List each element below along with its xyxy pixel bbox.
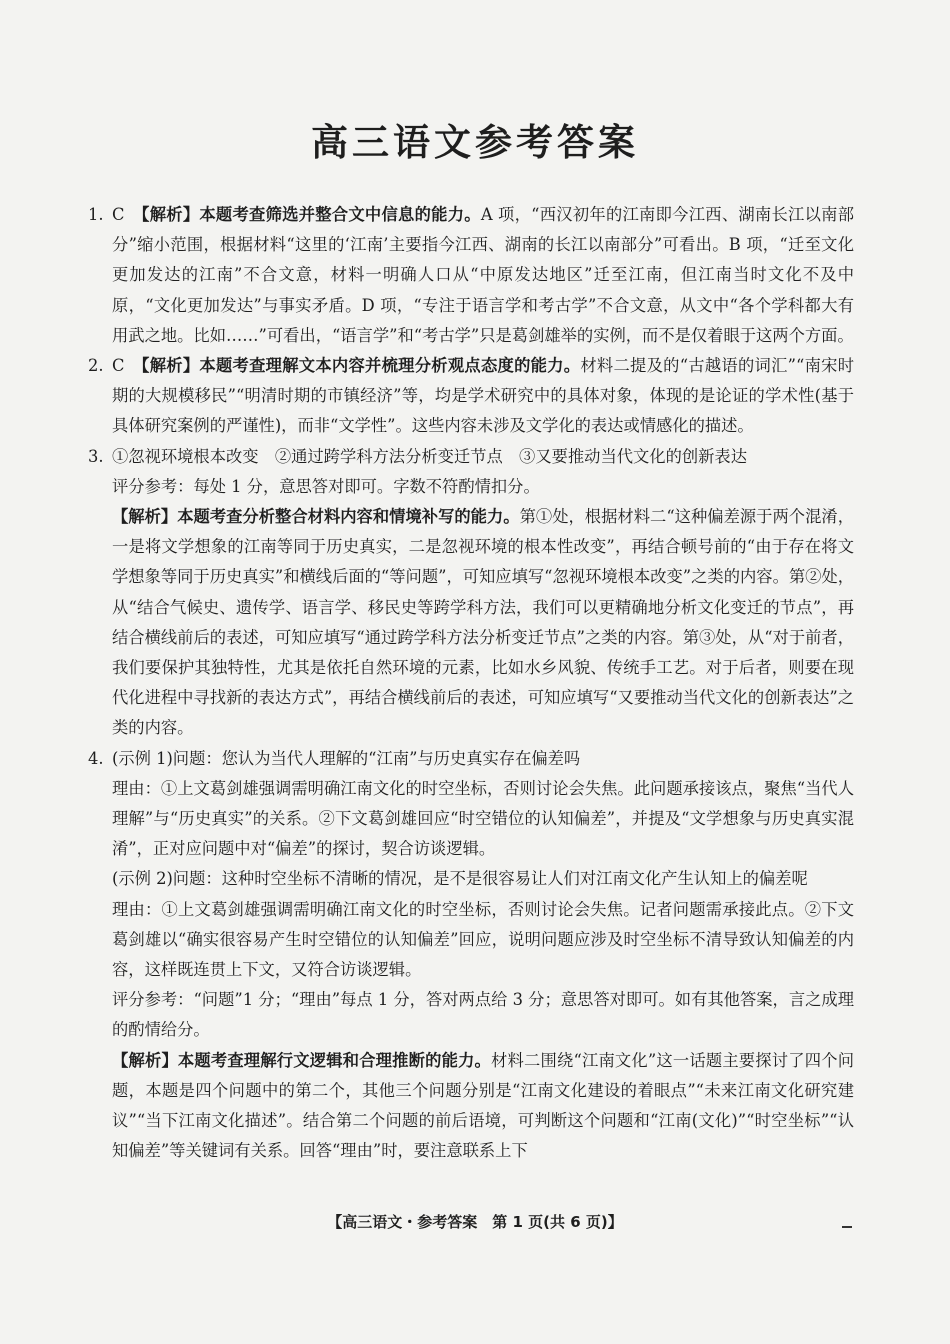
answer-3 bbox=[88, 442, 854, 472]
analysis-tag: 【解析】 bbox=[141, 356, 200, 376]
analysis-4 bbox=[112, 1046, 854, 1167]
document-title: 高三语文参考答案 bbox=[311, 121, 639, 164]
question-number: 1. bbox=[88, 205, 104, 224]
answer-1 bbox=[88, 200, 854, 351]
answer-points: ①忽视环境根本改变 ②通过跨学科方法分析变迁节点 ③又要推动当代文化的创新表达 bbox=[112, 446, 747, 466]
scan-mark bbox=[842, 1226, 852, 1228]
analysis-tag: 【解析】 bbox=[112, 507, 178, 527]
analysis-lead: 本题考查分析整合材料内容和情境补写的能力。 bbox=[177, 507, 520, 527]
analysis-tag: 【解析】 bbox=[141, 205, 200, 224]
example-1-reason: 理由：①上文葛剑雄强调需明确江南文化的时空坐标，否则讨论会失焦。此问题承接该点，聚焦“当代人理解”与“历史真实”的关系。②下文葛剑雄回应“时空错位的认知偏差”，并提及“文学想象与历史真实混淆”，正对应问题中对“偏差”的探讨，契合访谈逻辑。 bbox=[112, 778, 854, 859]
example-2-question: (示例 2)问题：这种时空坐标不清晰的情况，是不是很容易让人们对江南文化产生认知上的偏差呢 bbox=[112, 869, 808, 889]
example-1-question: (示例 1)问题：您认为当代人理解的“江南”与历史真实存在偏差吗 bbox=[112, 748, 581, 768]
question-number: 4. bbox=[88, 748, 104, 768]
scoring-note: 评分参考：“问题”1 分；“理由”每点 1 分，答对两点给 3 分；意思答对即可。如有其他答案，言之成理的酌情给分。 bbox=[112, 990, 854, 1040]
analysis-3 bbox=[112, 502, 854, 744]
example-2-reason: 理由：①上文葛剑雄强调需明确江南文化的时空坐标，否则讨论会失焦。记者问题需承接此点。②下文葛剑雄以“确实很容易产生时空错位的认知偏差”回应，说明问题应涉及时空坐标不清导致认知偏差的内容，这样既连贯上下文，又符合访谈逻辑。 bbox=[112, 899, 854, 980]
answer-4 bbox=[88, 744, 854, 774]
page-footer: 【高三语文・参考答案 第 1 页(共 6 页)】 bbox=[327, 1213, 623, 1231]
analysis-lead: 本题考查筛选并整合文中信息的能力。 bbox=[199, 205, 481, 224]
analysis-text: 材料二围绕“江南文化”这一话题主要探讨了四个问题，本题是四个问题中的第二个，其他三个问题分别是“江南文化建设的着眼点”“未来江南文化研究建议”“当下江南文化描述”。结合第二个问题的前后语境，可判断这个问题和“江南(文化)”“时空坐标”“认知偏差”等关键词有关系。回答“理由”时，要注意联系上下 bbox=[112, 1050, 854, 1161]
answer-2 bbox=[88, 351, 854, 442]
scoring-note: 评分参考：每处 1 分，意思答对即可。字数不符酌情扣分。 bbox=[112, 476, 540, 496]
answer-choice: C bbox=[112, 356, 125, 376]
analysis-lead: 本题考查理解文本内容并梳理分析观点态度的能力。 bbox=[199, 356, 581, 376]
analysis-text: A 项，“西汉初年的江南即今江西、湖南长江以南部分”缩小范围，根据材料“这里的‘江南’主要指今江西、湖南的长江以南部分”可看出。B 项，“迁至文化更加发达的江南”不合文意，材料一明确人口从“中原发达地区”迁至江南，但江南当时文化不及中原，“文化更加发达”与事实矛盾。D 项，“专注于语言学和考古学”不合文意，从文中“各个学科都大有用武之地。比如……”可看出，“语言学”和“考古学”只是葛剑雄举的实例，而不是仅着眼于这两个方面。 bbox=[112, 205, 854, 345]
question-number: 3. bbox=[88, 446, 104, 466]
analysis-tag: 【解析】 bbox=[112, 1050, 178, 1070]
analysis-text: 第①处，根据材料二“这种偏差源于两个混淆，一是将文学想象的江南等同于历史真实，二是忽视环境的根本性改变”，再结合顿号前的“由于存在将文学想象等同于历史真实”和横线后面的“等问题”，可知应填写“忽视环境根本改变”之类的内容。第②处，从“结合气候史、遗传学、语言学、移民史等跨学科方法，我们可以更精确地分析文化变迁的节点”，再结合横线前后的表述，可知应填写“通过跨学科方法分析变迁节点”之类的内容。第③处，从“对于前者，我们要保护其独特性，尤其是依托自然环境的元素，比如水乡风貌、传统手工艺。对于后者，则要在现代化进程中寻找新的表达方式”，再结合横线前后的表述，可知应填写“又要推动当代文化的创新表达”之类的内容。 bbox=[112, 507, 854, 738]
answer-body bbox=[88, 200, 854, 1167]
analysis-lead: 本题考查理解行文逻辑和合理推断的能力。 bbox=[177, 1050, 492, 1070]
question-number: 2. bbox=[88, 356, 104, 376]
answer-choice: C bbox=[112, 205, 125, 224]
analysis-text: 材料二提及的“古越语的词汇”“南宋时期的大规模移民”“明清时期的市镇经济”等，均是学术研究中的具体对象，体现的是论证的学术性(基于具体研究案例的严谨性)，而非“文学性”。这些内容未涉及文学化的表达或情感化的描述。 bbox=[112, 356, 854, 436]
